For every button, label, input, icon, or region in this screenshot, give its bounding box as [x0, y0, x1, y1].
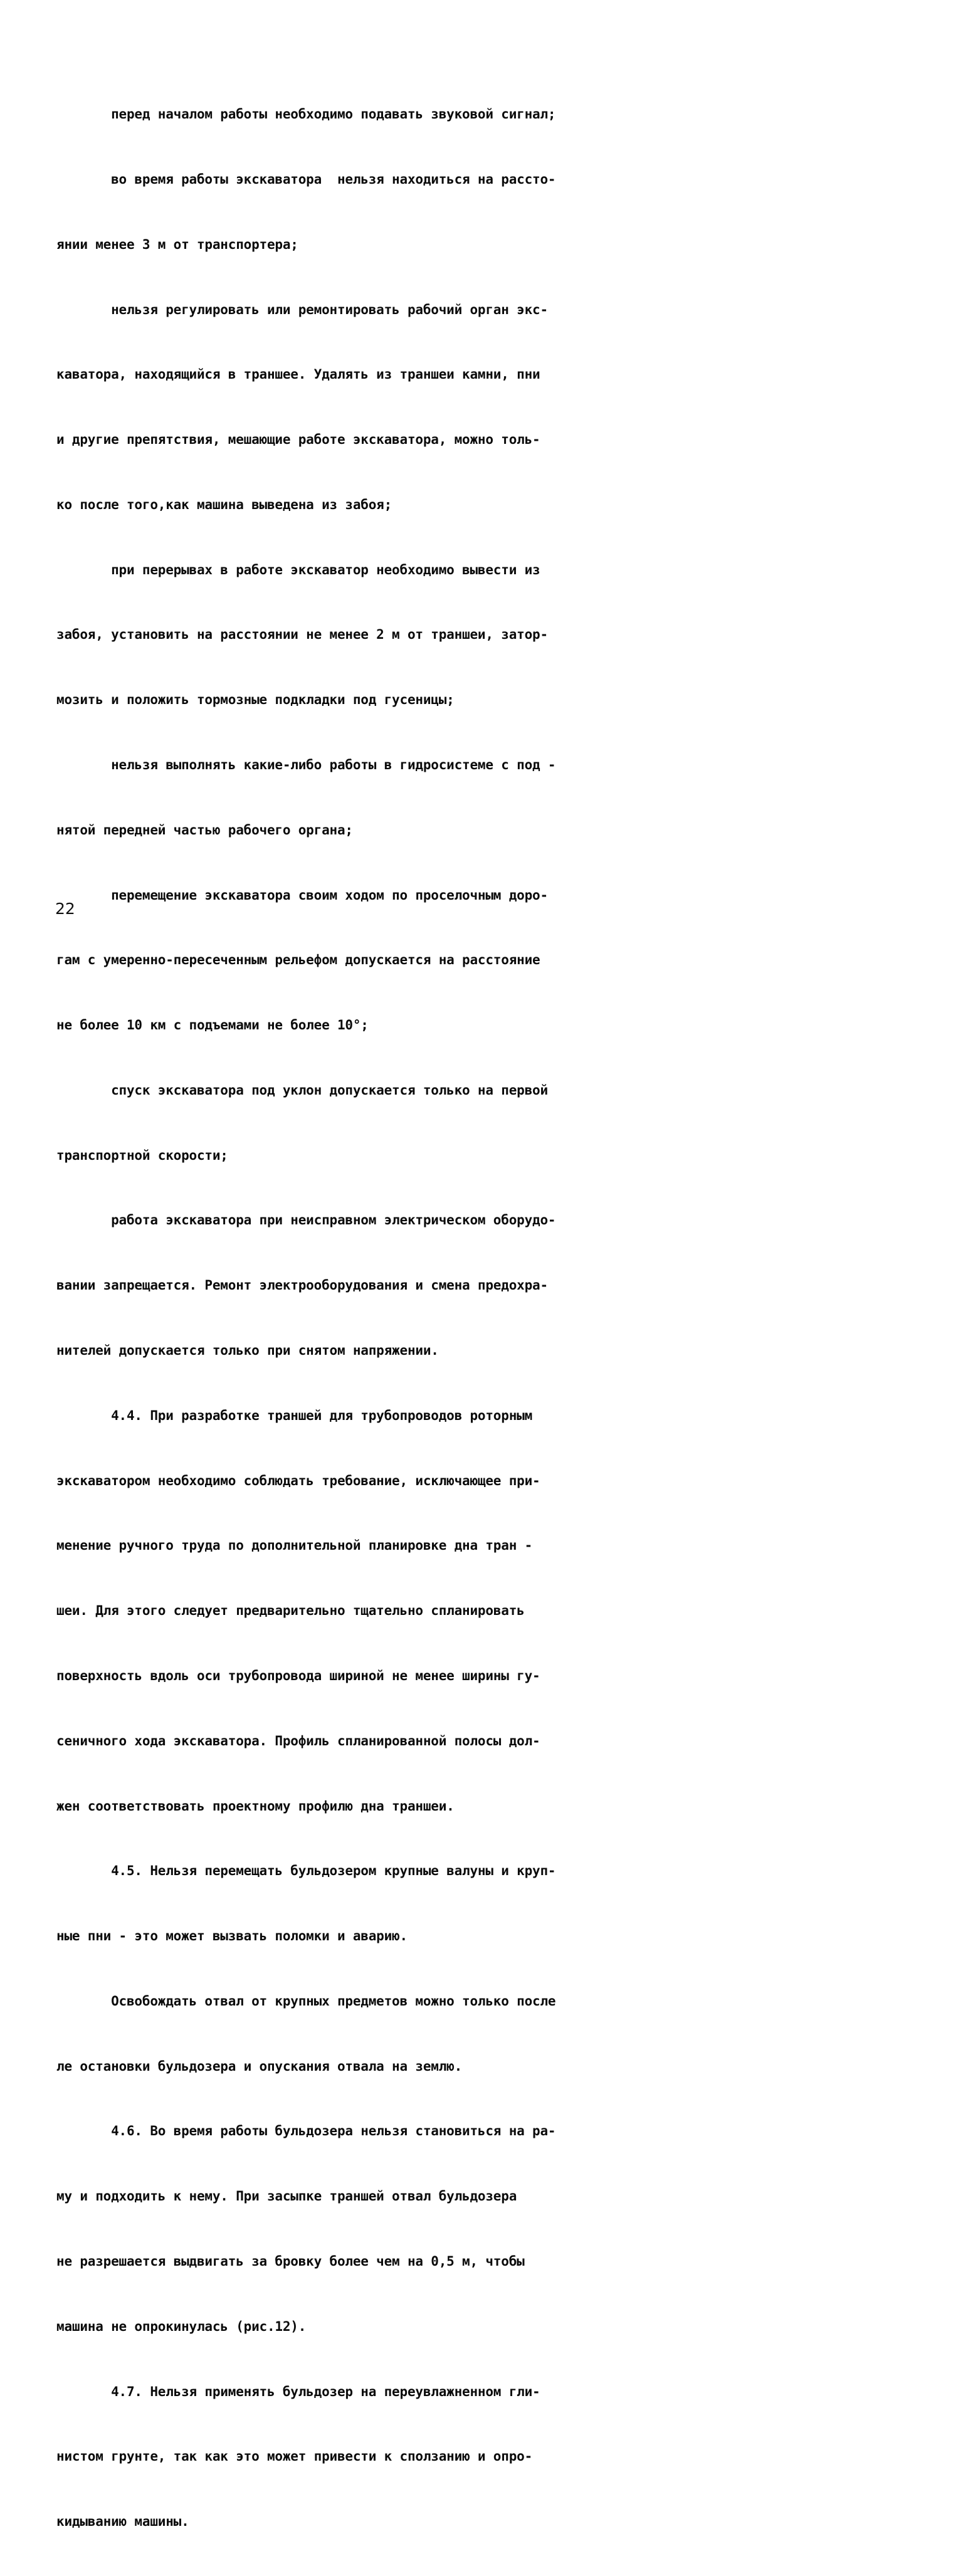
text-line: жен соответствовать проектному профилю дна траншеи.	[56, 1798, 455, 1814]
text-line: машина не опрокинулась (рис.12).	[56, 2318, 307, 2334]
text-line: Освобождать отвал от крупных предметов можно только после	[56, 1993, 556, 2009]
text-line: ные пни - это может вызвать поломки и аварию.	[56, 1928, 408, 1944]
text-line: работа экскаватора при неисправном электрическом оборудо-	[56, 1212, 556, 1228]
text-line: нельзя выполнять какие-либо работы в гидросистеме с под -	[56, 757, 556, 772]
page-body-text	[56, 60, 621, 2576]
text-line: нельзя регулировать или ремонтировать рабочий орган экс-	[56, 302, 548, 317]
text-line: каватора, находящийся в траншее. Удалять из траншеи камни, пни	[56, 367, 540, 382]
text-line: не более 10 км с подъемами не более 10°;	[56, 1017, 369, 1033]
text-line: нятой передней частью рабочего органа;	[56, 822, 353, 838]
text-line: 4.4. При разработке траншей для трубопроводов роторным	[56, 1407, 533, 1423]
text-line: не разрешается выдвигать за бровку более чем на 0,5 м, чтобы	[56, 2253, 525, 2269]
text-line: перед началом работы необходимо подавать звуковой сигнал;	[56, 107, 556, 122]
text-line: транспортной скорости;	[56, 1147, 228, 1163]
text-line: сеничного хода экскаватора. Профиль спланированной полосы дол-	[56, 1733, 540, 1748]
text-line: ко после того,как машина выведена из забоя;	[56, 497, 392, 512]
text-line: 4.5. Нельзя перемещать бульдозером крупные валуны и круп-	[56, 1863, 556, 1879]
text-line: кидыванию машины.	[56, 2514, 189, 2530]
text-line: нистом грунте, так как это может привести к сползанию и опро-	[56, 2449, 533, 2464]
text-line: му и подходить к нему. При засыпке траншей отвал бульдозера	[56, 2189, 517, 2204]
text-line: и другие препятствия, мешающие работе экскаватора, можно толь-	[56, 432, 540, 448]
text-line: при перерывах в работе экскаватор необходимо вывести из	[56, 562, 540, 577]
text-line: мозить и положить тормозные подкладки под гусеницы;	[56, 692, 455, 708]
text-line: перемещение экскаватора своим ходом по проселочным доро-	[56, 887, 548, 903]
text-line: 4.7. Нельзя применять бульдозер на переувлажненном гли-	[56, 2384, 540, 2399]
text-line: шеи. Для этого следует предварительно тщательно спланировать	[56, 1603, 525, 1619]
text-line: поверхность вдоль оси трубопровода шириной не менее ширины гу-	[56, 1668, 540, 1683]
text-line: спуск экскаватора под уклон допускается только на первой	[56, 1082, 548, 1098]
page-number: 22	[55, 900, 75, 918]
text-line: во время работы экскаватора нельзя находиться на рассто-	[56, 171, 556, 187]
text-line: менение ручного труда по дополнительной планировке дна тран -	[56, 1538, 533, 1553]
text-line: 4.6. Во время работы бульдозера нельзя становиться на ра-	[56, 2123, 556, 2139]
text-line: нителей допускается только при снятом напряжении.	[56, 1343, 439, 1359]
text-line: гам с умеренно-пересеченным рельефом допускается на расстояние	[56, 952, 540, 968]
text-line: ле остановки бульдозера и опускания отвала на землю.	[56, 2058, 463, 2074]
text-line: экскаватором необходимо соблюдать требование, исключающее при-	[56, 1473, 540, 1488]
text-line: вании запрещается. Ремонт электрооборудования и смена предохра-	[56, 1278, 548, 1293]
text-line: янии менее 3 м от транспортера;	[56, 236, 298, 252]
text-line: забоя, установить на расстоянии не менее 2 м от траншеи, затор-	[56, 627, 548, 643]
